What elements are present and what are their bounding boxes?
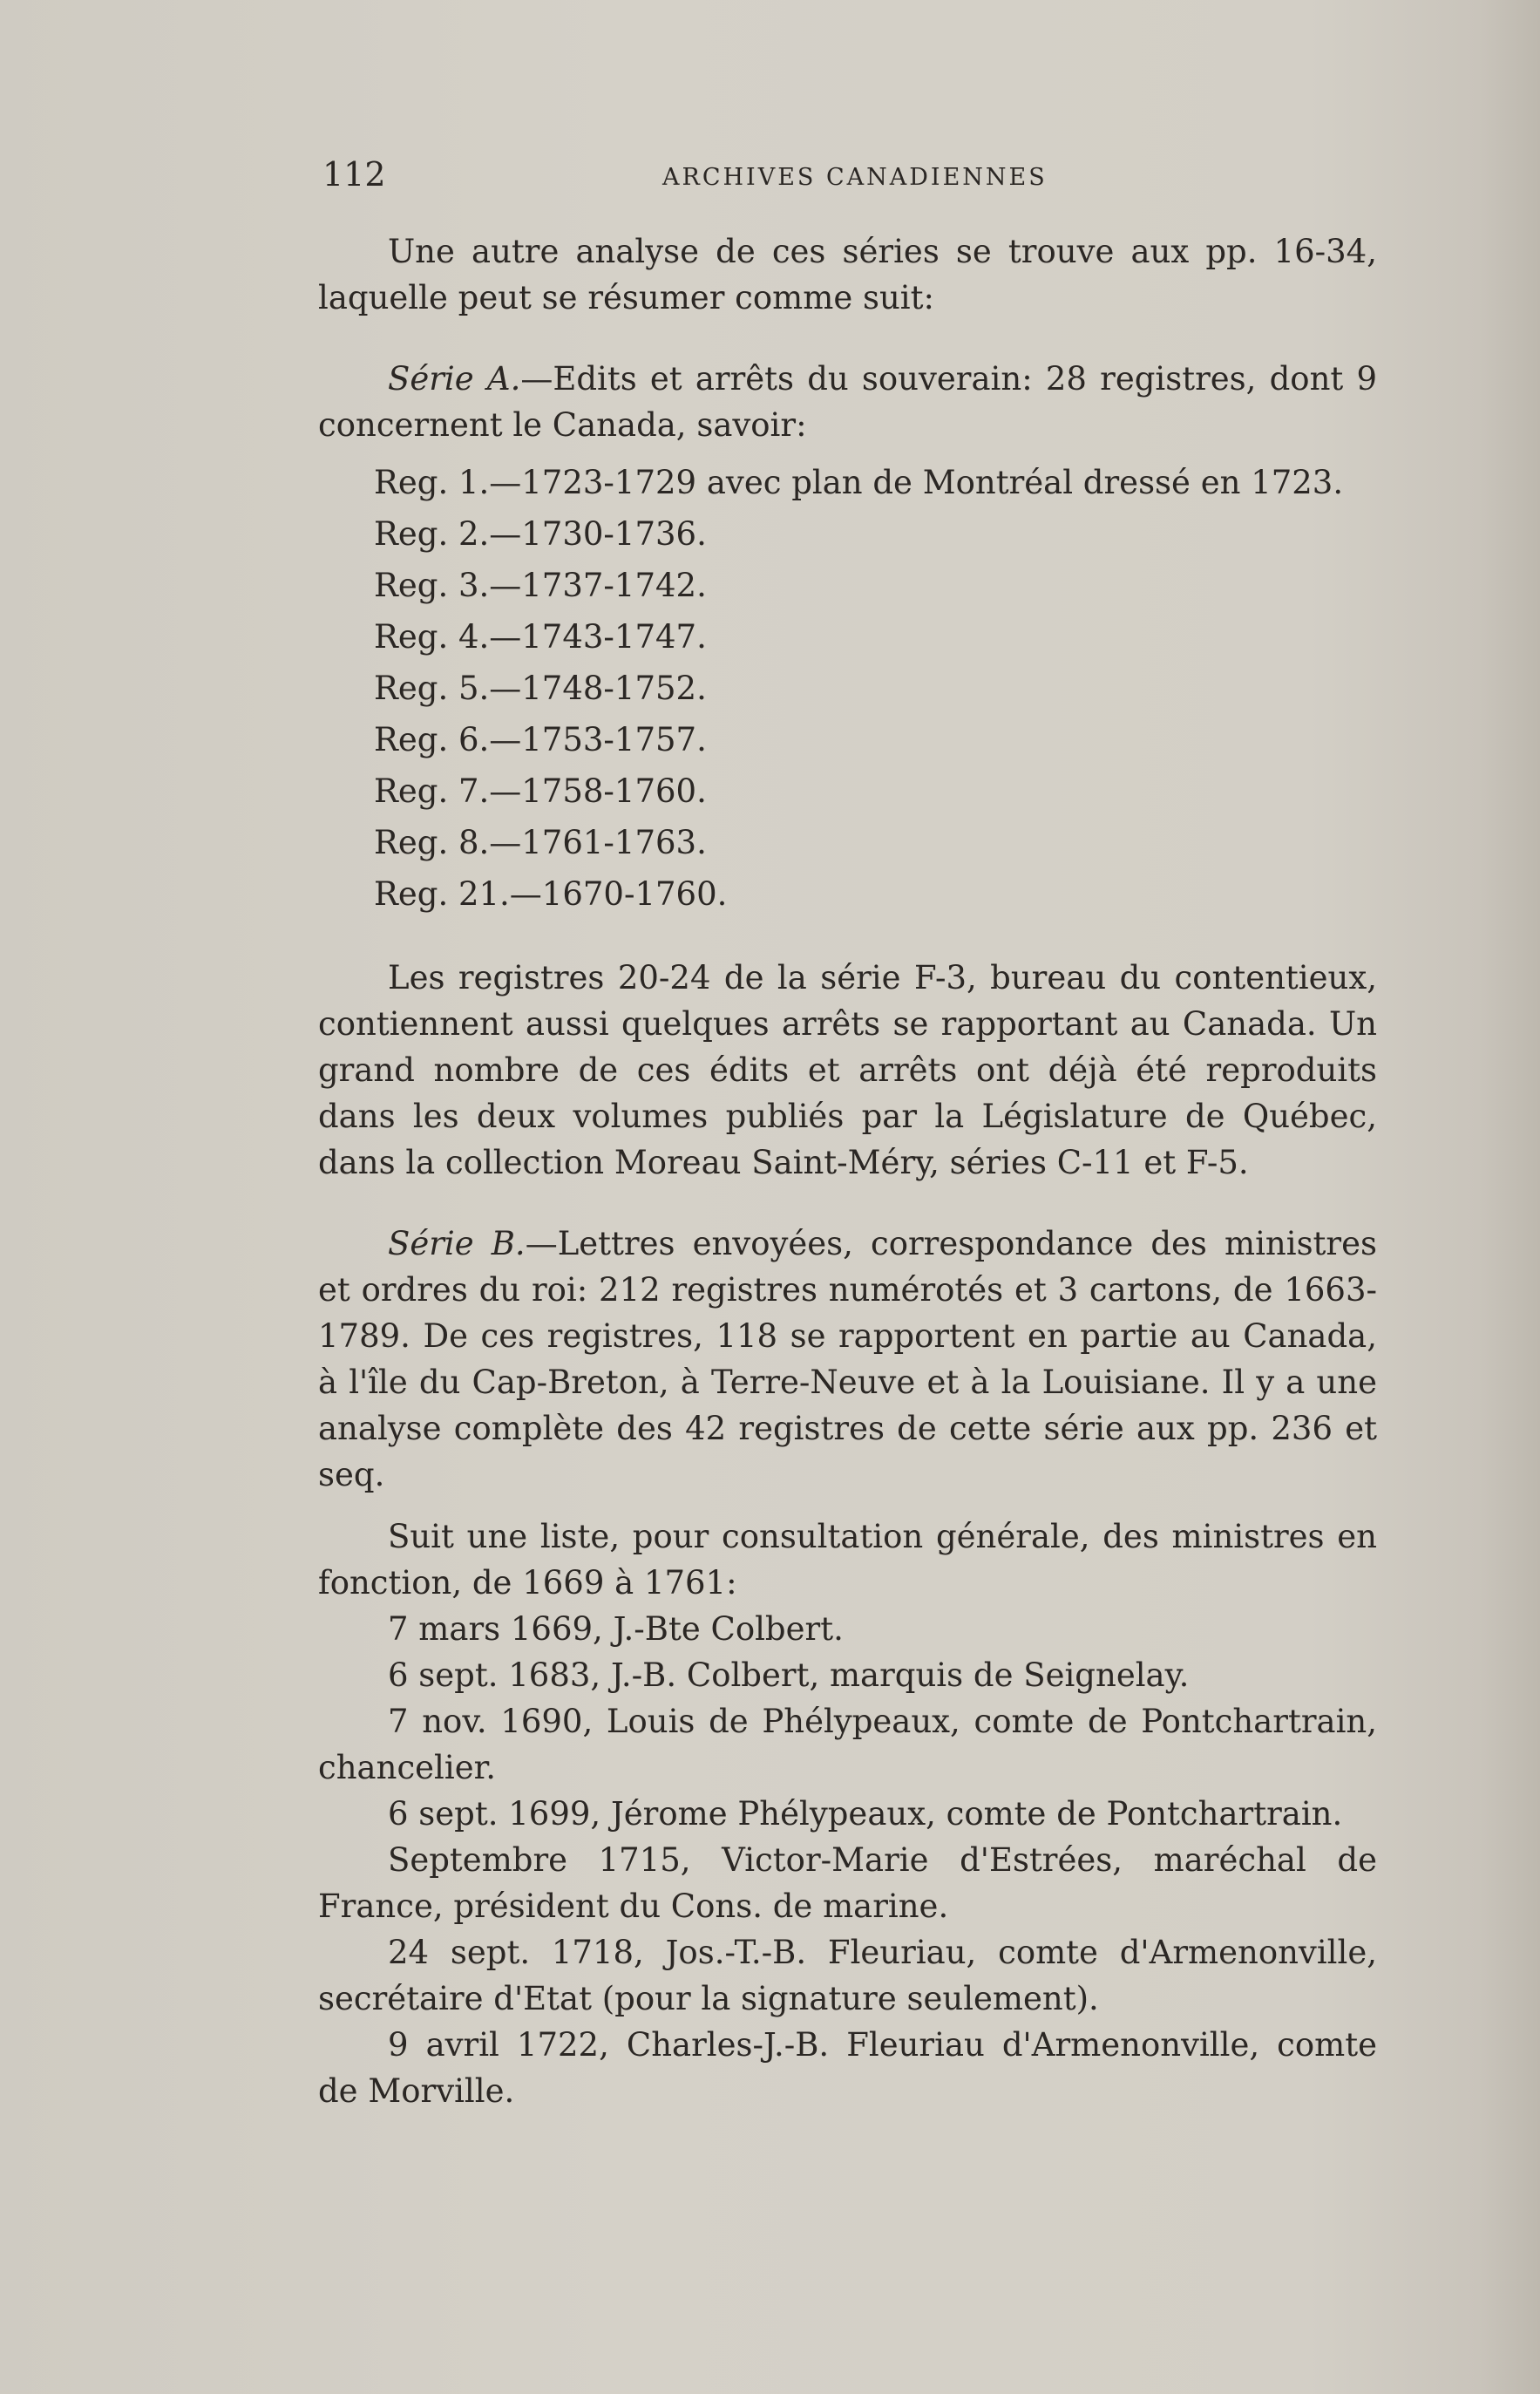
serie-a-paragraph [318,356,1377,448]
list-item: 24 sept. 1718, Jos.-T.-B. Fleuriau, comte d'Armenonville, secrétaire d'Etat (pour la signature seulement). [318,1934,1377,2017]
page-body [318,228,1377,2114]
list-item: Reg. 2.—1730-1736. [374,515,707,553]
page-header [322,155,1072,199]
serie-b-paragraph [318,1221,1377,1498]
serie-b-label: Série B. [388,1225,526,1262]
list-item: 7 mars 1669, J.-Bte Colbert. [388,1610,844,1648]
list-item: Reg. 4.—1743-1747. [374,618,707,656]
serie-a-label: Série A. [388,360,521,398]
list-item: Reg. 6.—1753-1757. [374,721,707,758]
page-number: 112 [322,155,386,194]
ministers-list [318,1606,1377,2114]
list-item: Reg. 7.—1758-1760. [374,772,707,810]
list-item: 9 avril 1722, Charles-J.-B. Fleuriau d'Armenonville, comte de Morville. [318,2026,1377,2110]
ministers-intro-paragraph: Suit une liste, pour consultation générale, des ministres en fonction, de 1669 à 1761: [318,1518,1377,1602]
registres-note-paragraph: Les registres 20-24 de la série F-3, bureau du contentieux, contiennent aussi quelques arrêts se rapportant au Canada. Un grand nombre de ces édits et arrêts ont déjà été reproduits dans les deux volumes publiés par la Législature de Québec, dans la collection Moreau Saint-Méry, séries C-11 et F-5. [318,959,1377,1181]
intro-paragraph: Une autre analyse de ces séries se trouve aux pp. 16-34, laquelle peut se résumer comme suit: [318,233,1377,316]
list-item: Septembre 1715, Victor-Marie d'Estrées, maréchal de France, président du Cons. de marine. [318,1841,1377,1925]
list-item: Reg. 3.—1737-1742. [374,567,707,604]
list-item: Reg. 5.—1748-1752. [374,670,707,707]
serie-a-text: —Edits et arrêts du souverain: 28 registres, dont 9 concernent le Canada, savoir: [318,360,1377,444]
serie-b-text: —Lettres envoyées, correspondance des ministres et ordres du roi: 212 registres numérotés et 3 cartons, de 1663-1789. De ces registres, 118 se rapportent en partie au Canada, à l'île du Cap-Breton, à Terre-Neuve et à la Louisiane. Il y a une analyse complète des 42 registres de cette série aux pp. 236 et seq. [318,1225,1377,1493]
list-item: Reg. 1.—1723-1729 avec plan de Montréal dressé en 1723. [374,464,1344,501]
list-item: 6 sept. 1683, J.-B. Colbert, marquis de Seignelay. [388,1656,1190,1694]
list-item: 7 nov. 1690, Louis de Phélypeaux, comte de Pontchartrain, chancelier. [318,1703,1377,1786]
list-item: Reg. 8.—1761-1763. [374,824,707,861]
list-item: Reg. 21.—1670-1760. [374,875,728,913]
register-list [318,457,1377,920]
list-item: 6 sept. 1699, Jérome Phélypeaux, comte de Pontchartrain. [388,1795,1343,1833]
running-title: ARCHIVES CANADIENNES [662,164,1048,191]
